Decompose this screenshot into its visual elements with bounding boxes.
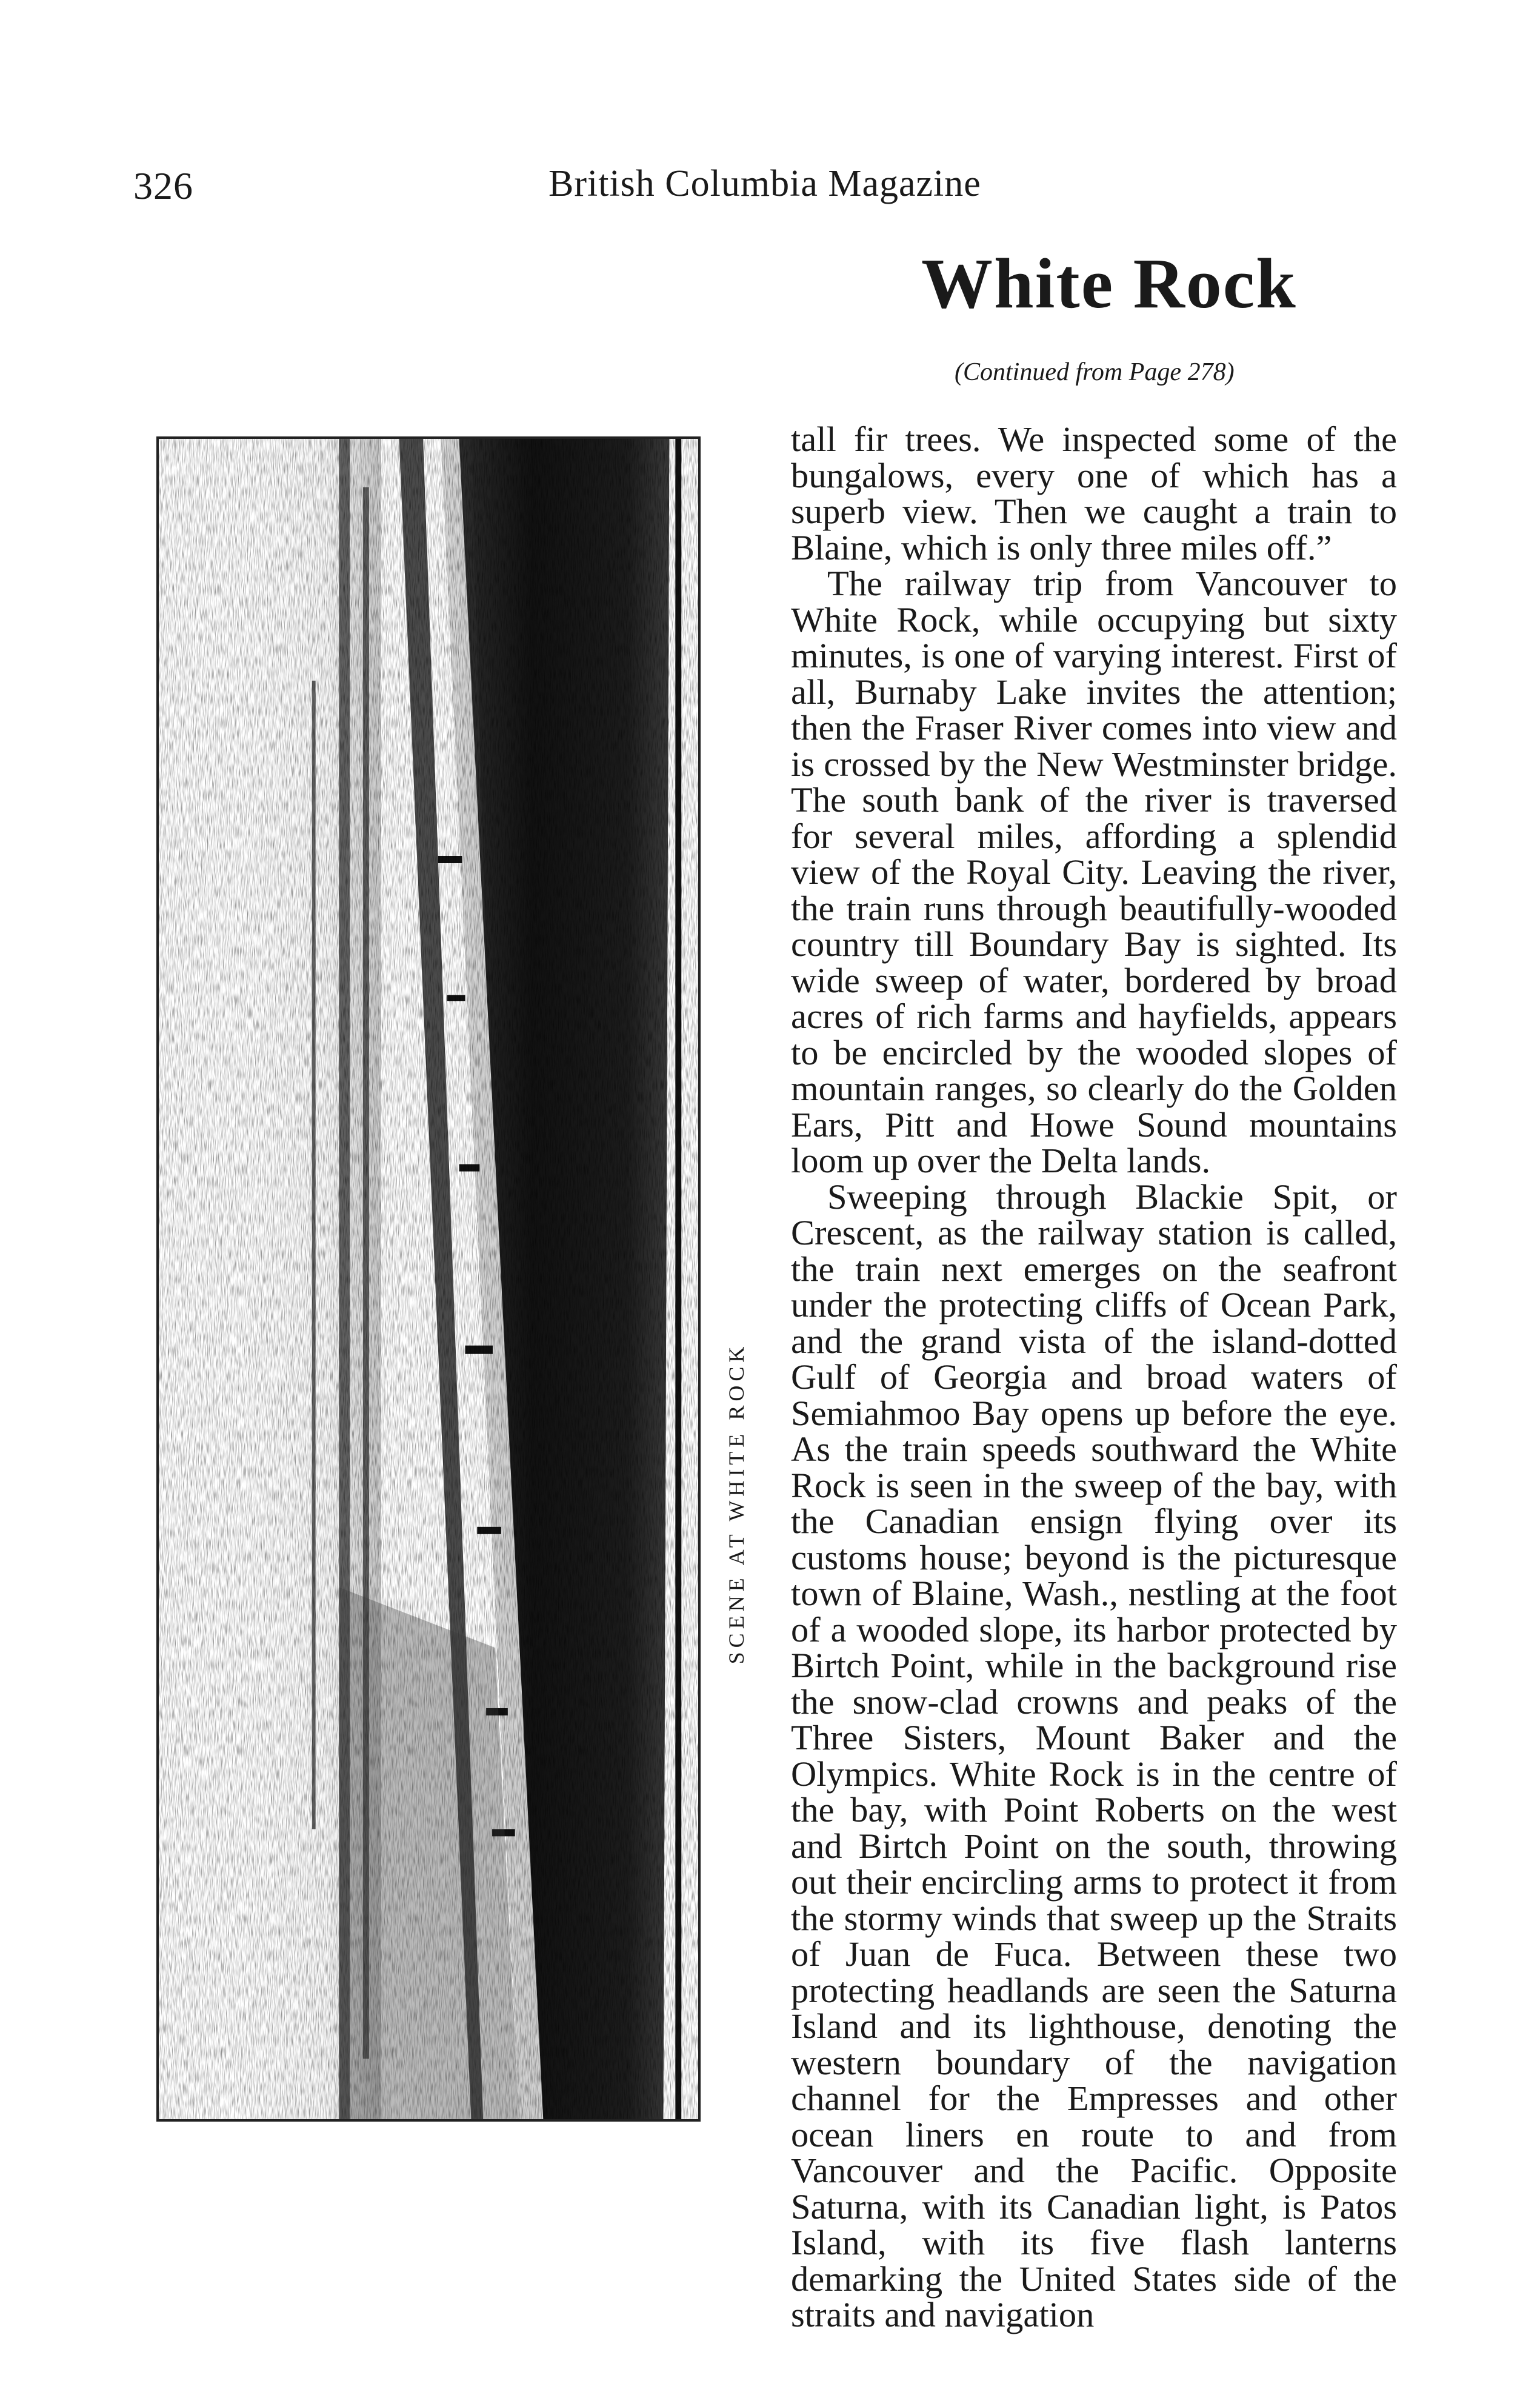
body-paragraph: Sweeping through Blackie Spit, or Crescent, as the railway station is called, the train next emerges on the seafront under the protecting cliffs of Ocean Park, and the grand vista of the island-dotted Gulf of Georgia and broad waters of Semiahmoo Bay opens up before the eye. As the train speeds southward the White Rock is seen in the sweep of the bay, with the Canadian ensign flying over its customs house; beyond is the picturesque town of Blaine, Wash., nestling at the foot of a wooded slope, its harbor protected by Birtch Point, while in the background rise the snow-clad crowns and peaks of the Three Sisters, Mount Baker and the Olympics. White Rock is in the centre of the bay, with Point Roberts on the west and Birtch Point on the south, throwing out their encircling arms to protect it from the stormy winds that sweep up the Straits of Juan de Fuca. Between these two protecting headlands are seen the Saturna Island and its lighthouse, denoting the western boundary of the navigation channel for the Empresses and other ocean liners en route to and from Vancouver and the Pacific. Opposite Saturna, with its Canadian light, is Patos Island, with its five flash lanterns demarking the United States side of the straits and navigation [791, 1177, 1397, 2334]
continued-note: (Continued from Page 278) [955, 358, 1235, 386]
beach-photo-image [159, 439, 698, 2119]
article-body [791, 421, 1397, 2333]
running-head: British Columbia Magazine [548, 163, 981, 204]
photo-frame [156, 436, 701, 2122]
body-paragraph: tall fir trees. We inspected some of the bungalows, every one of which has a superb view. Then we caught a train to Blaine, which is only three miles off.” [791, 419, 1397, 567]
body-paragraph: The railway trip from Vancouver to White Rock, while occupying but sixty minutes, is one of varying interest. First of all, Burnaby Lake invites the attention; then the Fraser River comes into view and is crossed by the New Westminster bridge. The south bank of the river is traversed for several miles, affording a splendid view of the Royal City. Leaving the river, the train runs through beautifully-wooded country till Boundary Bay is sighted. Its wide sweep of water, bordered by broad acres of rich farms and hayfields, appears to be encircled by the wooded slopes of mountain ranges, so clearly do the Golden Ears, Pitt and Howe Sound mountains loom up over the Delta lands. [791, 564, 1397, 1180]
article-title: White Rock [921, 244, 1297, 323]
photo-caption: SCENE AT WHITE ROCK [724, 1342, 748, 1665]
page-number: 326 [133, 164, 193, 207]
